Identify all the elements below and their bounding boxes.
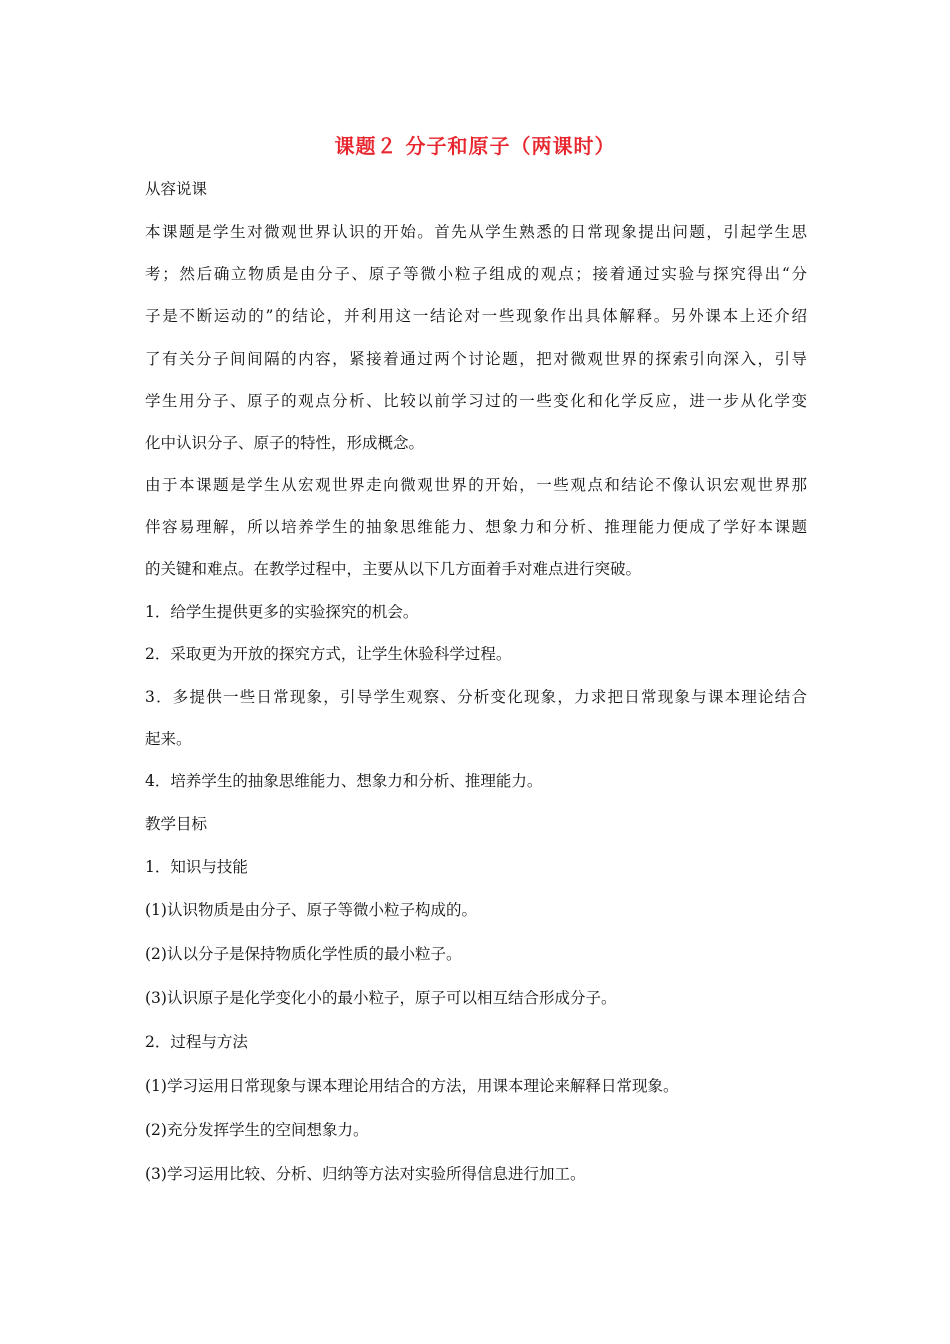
list-item: (2)认以分子是保持物质化学性质的最小粒子。 [145, 945, 462, 963]
paragraph-line: 子是不断运动的”的结论，并利用这一结论对一些现象作出具体解释。另外课本上还介绍 [145, 307, 807, 325]
list-item-continuation: 起来。 [145, 730, 192, 748]
paragraph-line: 的关键和难点。在教学过程中，主要从以下几方面着手对难点进行突破。 [145, 560, 642, 578]
paragraph-line: 了有关分子间间隔的内容，紧接着通过两个讨论题，把对微观世界的探索引向深入，引导 [145, 350, 807, 368]
paragraph-line: 考；然后确立物质是由分子、原子等微小粒子组成的观点；接着通过实验与探究得出“分 [145, 265, 807, 283]
paragraph-line: 化中认识分子、原子的特性，形成概念。 [145, 434, 425, 452]
paragraph-line: 由于本课题是学生从宏观世界走向微观世界的开始，一些观点和结论不像认识宏观世界那 [145, 476, 807, 494]
paragraph-line: 本课题是学生对微观世界认识的开始。首先从学生熟悉的日常现象提出问题，引起学生思 [145, 223, 807, 241]
paragraph-line: 伴容易理解，所以培养学生的抽象思维能力、想象力和分析、推理能力便成了学好本课题 [145, 518, 807, 536]
list-item: (3)认识原子是化学变化小的最小粒子，原子可以相互结合形成分子。 [145, 989, 617, 1007]
list-item: 4．培养学生的抽象思维能力、想象力和分析、推理能力。 [145, 772, 543, 790]
document-title: 课题２ 分子和原子（两课时） [334, 134, 616, 158]
section-heading: 从容说课 [145, 180, 208, 198]
list-item: (1)学习运用日常现象与课本理论用结合的方法，用课本理论来解释日常现象。 [145, 1077, 679, 1095]
list-item: (2)充分发挥学生的空间想象力。 [145, 1121, 369, 1139]
list-item: (1)认识物质是由分子、原子等微小粒子构成的。 [145, 901, 477, 919]
list-item: 3．多提供一些日常现象，引导学生观察、分析变化现象，力求把日常现象与课本理论结合 [145, 688, 807, 706]
section-heading: 教学目标 [145, 815, 208, 833]
subsection-heading: 1．知识与技能 [145, 858, 248, 876]
list-item: 1．给学生提供更多的实验探究的机会。 [145, 603, 419, 621]
list-item: 2．采取更为开放的探究方式，让学生休验科学过程。 [145, 645, 512, 663]
paragraph-line: 学生用分子、原子的观点分析、比较以前学习过的一些变化和化学反应，进一步从化学变 [145, 392, 807, 410]
subsection-heading: 2．过程与方法 [145, 1033, 248, 1051]
list-item: (3)学习运用比较、分析、归纳等方法对实验所得信息进行加工。 [145, 1165, 586, 1183]
